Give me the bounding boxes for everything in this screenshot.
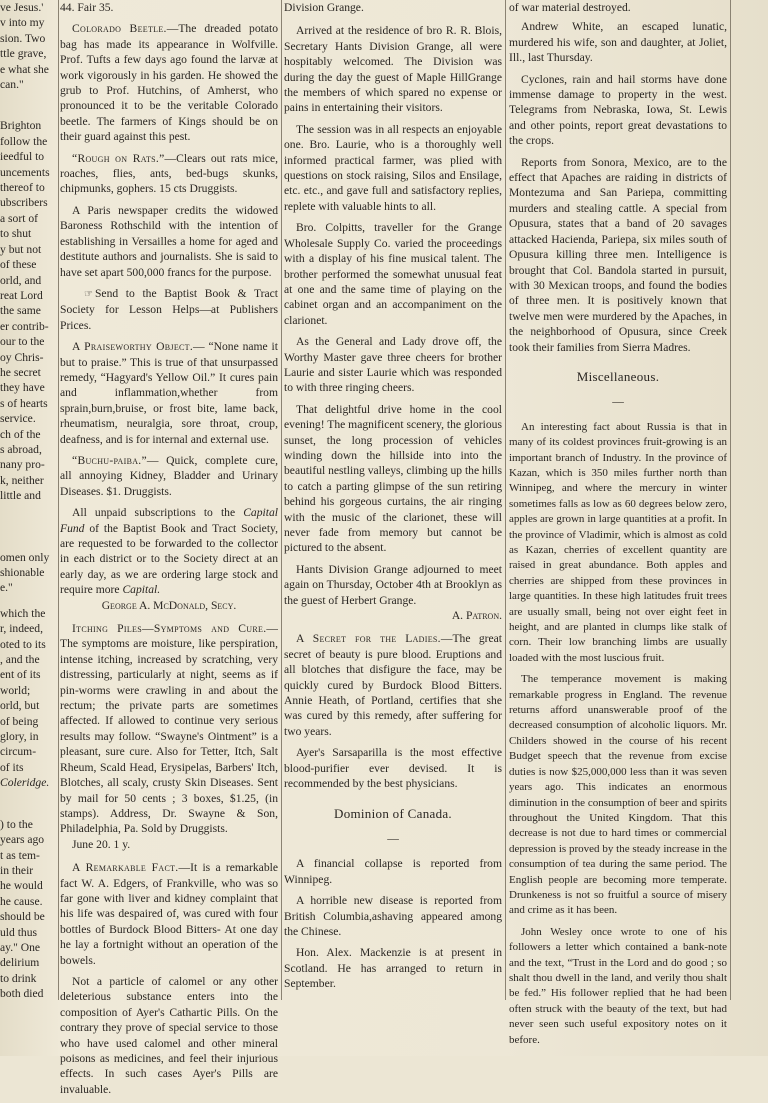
ad-body: — “None name it but to praise.” This is true of that unsurpassed remedy, “Hagyard's Yellow Oil.” It cures pain and inflammation,whether from sprain,burn,bruise, or frost bite, lame back, rheumatism, neuralgia, sore throat, croup, deafness, and is for internal and external use. bbox=[60, 340, 278, 446]
grange-paragraph: Bro. Colpitts, traveller for the Grange Wholesale Supply Co. varied the proceedings with a display of his fine musical talent. The brother performed the somewhat unusual feat at one and the same time of playing on the cabinet organ and an accompaniment on the clarionet. bbox=[284, 221, 502, 327]
notice-emphasis: Capital Fund bbox=[60, 506, 278, 535]
article-body: —It is a remarkable fact W. A. Edgers, of Frankville, who was so far gone with liver and kidney complaint that his life was despaired of, was cured with four bottles of Burdock Blood Bitters- At one day he lay a fortnight without an operation of the bowels. bbox=[60, 861, 278, 967]
fragment-line: orld, but bbox=[0, 699, 40, 713]
fragment-block-a bbox=[0, 0, 58, 92]
fragment-line: should be bbox=[0, 910, 45, 924]
news-item: Reports from Sonora, Mexico, are to the effect that Apaches are raiding in districts of Montezuma and San Pariepa, committing murders and stealing cattle. A special from Opusura, states that a band of 20 savages attacked Hacienda, Pariepa, six miles south of Opusura killing three men. Intelligence is brought that Col. Bandola started in pursuit, with 30 Mexican troops, and found the bodies of three men. It is positively known that twelve men were murdered by the Apaches, in the neighborhood of Opusura, since Creek took their families from Sierra Madres. bbox=[509, 155, 727, 354]
fragment-line: t as tem- bbox=[0, 848, 40, 862]
ad-body: —The great secret of beauty is pure blood. Eruptions and all blotches that disfigure the face, may be quickly cured by Burdock Blood Bitters. Annie Heath, of Portland, certifies that she was cured by this remedy, after suffering for two years. bbox=[284, 632, 502, 738]
fragment-line: which the bbox=[0, 606, 46, 620]
fragment-line: s of hearts bbox=[0, 396, 48, 410]
column-four bbox=[509, 0, 727, 1054]
fragment-line: ubscribers bbox=[0, 196, 48, 210]
fragment-line: ch of the bbox=[0, 427, 41, 441]
notice-signature: George A. McDonald, Secy. bbox=[101, 598, 237, 612]
fragment-line: orld, and bbox=[0, 273, 42, 287]
ad-title: “Buchu-paiba.” bbox=[72, 453, 147, 467]
section-dash: — bbox=[612, 395, 624, 409]
article-remarkable-fact bbox=[60, 860, 278, 968]
fragment-line: oy Chris- bbox=[0, 350, 44, 364]
section-heading-miscellaneous: Miscellaneous. bbox=[576, 368, 660, 384]
fragment-line: er contrib- bbox=[0, 319, 49, 333]
news-item: A financial collapse is reported from Winnipeg. bbox=[284, 857, 502, 886]
fragment-line: to shut bbox=[0, 227, 32, 241]
fragment-line: circum- bbox=[0, 745, 37, 759]
ad-ayers-pills: Not a particle of calomel or any other deleterious substance enters into the composition of Ayer's Cathartic Pills. On the contrary they prove of special service to those who have used calomel and other mineral poisons as medicines, and feel their injurious effects. In such cases Ayer's Pills are invaluable. bbox=[60, 974, 278, 1096]
fragment-line: years ago bbox=[0, 833, 45, 847]
fragment-line: uld thus bbox=[0, 925, 38, 939]
fragment-line: sion. Two bbox=[0, 31, 46, 45]
fragment-line: glory, in bbox=[0, 730, 39, 744]
pointing-hand-icon: ☞ bbox=[84, 288, 93, 300]
ad-title: “Rough on Rats.” bbox=[72, 151, 165, 165]
fragment-line: little and bbox=[0, 489, 41, 503]
news-item: A horrible new disease is reported from British Columbia,ashaving appeared among the Chinese. bbox=[284, 894, 502, 938]
ad-itching-piles bbox=[60, 621, 278, 837]
notice-text: All unpaid subscriptions to the bbox=[72, 506, 244, 520]
ad-title: A Secret for the Ladies. bbox=[296, 632, 441, 646]
fragment-line: of these bbox=[0, 258, 37, 272]
news-item: Cyclones, rain and hail storms have done immense damage to property in the west. Telegrams from Nebraska, Iowa, St. Lewis and other points, report great devastations to the crops. bbox=[509, 72, 727, 148]
article-title: Colorado Beetle. bbox=[72, 22, 167, 36]
fragment-line: thereof to bbox=[0, 181, 45, 195]
fragment-line: omen only bbox=[0, 550, 50, 564]
grange-paragraph: Hants Division Grange adjourned to meet again on Thursday, October 4th at Brooklyn as the guest of Herbert Grange. bbox=[284, 562, 502, 607]
news-item: Andrew White, an escaped lunatic, murdered his wife, son and daughter, at Joliet, Ill., last Thursday. bbox=[509, 20, 727, 65]
fragment-line: , and the bbox=[0, 653, 40, 667]
fragment-line: of being bbox=[0, 714, 39, 728]
fragment-line: the same bbox=[0, 304, 41, 318]
fragment-line: ay." One bbox=[0, 940, 41, 954]
column-top-fragment: 44. Fair 35. bbox=[60, 1, 114, 14]
fragment-line: v into my bbox=[0, 16, 45, 30]
fragment-line: y but not bbox=[0, 242, 42, 256]
fragment-line: he would bbox=[0, 879, 43, 893]
ad-title: A Praiseworthy Object. bbox=[72, 340, 194, 354]
article-body: —The dreaded potato bag has made its appearance in Wolfville. Prof. Tufts a few days ago found the larvæ at work vigorously in his garden. He showed the grub to Prof. Hutchins, of Amherst, who pronounced it to be the veritable Colorado beetle. The farmers of Kings should be on their guard against this pest. bbox=[60, 22, 278, 144]
notice-body: Send to the Baptist Book & Tract Society for Lesson Helps—at Publishers Prices. bbox=[60, 286, 278, 332]
fragment-block-d bbox=[0, 817, 58, 1002]
ad-secret-for-ladies bbox=[284, 631, 502, 739]
fragment-line: ttle grave, bbox=[0, 47, 47, 61]
fragment-line: reat Lord bbox=[0, 288, 43, 302]
fragment-line: s abroad, bbox=[0, 442, 42, 456]
ad-body: — Quick, complete cure, all annoying Kidney, Bladder and Urinary Diseases. $1. Druggists. bbox=[60, 453, 278, 498]
fragment-line: k, neither bbox=[0, 473, 44, 487]
fragment-line: he secret bbox=[0, 365, 41, 379]
grange-paragraph: As the General and Lady drove off, the Worthy Master gave three cheers for brother Laurie and sister Laurie which was responded to with three ringing cheers. bbox=[284, 335, 502, 395]
news-item: Hon. Alex. Mackenzie is at present in Scotland. He has arranged to return in September. bbox=[284, 946, 502, 991]
fragment-line: a sort of bbox=[0, 211, 38, 225]
grange-paragraph: The session was in all respects an enjoyable one. Bro. Laurie, who is a thoroughly well informed practical farmer, was plied with questions on stock raising, Silos and Ensilage, etc. etc., and gave full and satisfactory replies, replete with valuable hints to all. bbox=[284, 122, 502, 213]
fragment-line: they have bbox=[0, 381, 45, 395]
fragment-line: follow the bbox=[0, 134, 48, 148]
grange-paragraph: Arrived at the residence of bro R. R. Blois, Secretary Hants Division Grange, all were hospitably welcomed. The Division was during the day the guest of Maple HillGrange the members of which spared no expense or pains in entertaining their visitors. bbox=[284, 24, 502, 115]
misc-item: John Wesley once wrote to one of his followers a letter which contained a bank-note and the text, “Trust in the Lord and do good ; so shalt thou dwell in the land, and verily thou shalt be fed.” His follower replied that he had been often struck with the beauty of the text, but had never seen such useful expository notes on it before. bbox=[509, 925, 727, 1046]
misc-item: An interesting fact about Russia is that in many of its coldest provinces fruit-growing is an important branch of Industry. In the province of Kazan, which is 350 miles further north than Winnipeg, and where the mercury in winter sometimes falls as low as 60 degrees below zero, apples are grown in large quantities at a profit. In the province of Vladimir, which is almost as cold as Kazan, cherries of excellent quantity are raised in great abundance. Both apples and cherries are shipped from these provinces in large quantities. In these high latitudes fruit trees are usually small, being not over eight feet in height, and are planted in clumps like stalk of corn. Their low branching limbs are usually loaded with the most luscious fruit. bbox=[509, 420, 727, 664]
ad-ayers-sarsaparilla: Ayer's Sarsaparilla is the most effective blood-purifier ever devised. It is recommended by the best physicians. bbox=[284, 746, 502, 791]
article-signature: A. Patron. bbox=[451, 609, 502, 623]
fragment-block-b bbox=[0, 118, 58, 503]
ad-praiseworthy-object bbox=[60, 339, 278, 447]
fragment-line: both died bbox=[0, 987, 44, 1001]
column-top-fragment: of war material destroyed. bbox=[509, 1, 631, 14]
article-paris: A Paris newspaper credits the widowed Baroness Rothschild with the intention of establishing in Versailles a home for aged and destitute authors and journalists. She is said to have set apart 500,000 francs for the purpose. bbox=[60, 203, 278, 279]
fragment-line: service. bbox=[0, 412, 36, 426]
fragment-line: e." bbox=[0, 581, 13, 595]
ad-date-line: June 20. 1 y. bbox=[72, 837, 131, 851]
notice-baptist-book bbox=[60, 286, 278, 333]
fragment-line: in their bbox=[0, 863, 34, 877]
article-colorado-beetle bbox=[60, 21, 278, 144]
fragment-line: to drink bbox=[0, 971, 37, 985]
fragment-line: shionable bbox=[0, 566, 45, 579]
fragment-line: our to the bbox=[0, 335, 45, 349]
fragment-line: e what she bbox=[0, 62, 49, 76]
notice-text: of the Baptist Book and Tract Society, are requested to be forwarded to the collector in each district or to the Society direct at an early day, as we are ordering large stock and require more bbox=[60, 521, 278, 597]
fragment-line: world; bbox=[0, 683, 31, 697]
fragment-block-c bbox=[0, 550, 58, 791]
fragment-line: Brighton bbox=[0, 119, 42, 133]
ad-title: Itching Piles—Symptoms and Cure. bbox=[72, 622, 267, 636]
ad-body: —Clears out rats mice, roaches, flies, ants, bed-bugs skunks, chipmunks, gophers. 15 cts Druggists. bbox=[60, 151, 278, 196]
column-rule bbox=[505, 0, 506, 1000]
ad-rough-on-rats bbox=[60, 151, 278, 197]
fragment-line: can." bbox=[0, 78, 24, 92]
fragment-line: ve Jesus.' bbox=[0, 1, 44, 14]
column-rule bbox=[58, 0, 59, 1000]
fragment-line: r, indeed, bbox=[0, 622, 43, 636]
column-rule bbox=[730, 0, 731, 1000]
notice-capital-fund bbox=[60, 505, 278, 597]
column-top-fragment: Division Grange. bbox=[284, 1, 364, 14]
fragment-line: uncements bbox=[0, 165, 50, 179]
fragment-line: nany pro- bbox=[0, 458, 45, 472]
article-title: A Remarkable Fact. bbox=[72, 861, 179, 875]
ad-body: —The symptoms are moisture, like perspiration, intense itching, increased by scratching, very distressing, particularly at night, seems as if pin-worms were crawling in and about the rectum; the private parts are sometimes affected. If allowed to continue very serious results may follow. “Swayne's Ointment” is a pleasant, sure cure. Also for Tetter, Itch, Salt Rheum, Scald Head, Erysipelas, Barbers' Itch, Blotches, all scaly, crusty Skin Diseases. Sent by mail for 50 cents ; 3 boxes, $1.25, (in stamps). Address, Dr. Swayne & Son, Philadelphia, Pa. Sold by Druggists. bbox=[60, 622, 278, 836]
misc-item: The temperance movement is making remarkable progress in England. The revenue returns afford unanswerable proof of the decreased consumption of alcoholic liquors. Mr. Childers showed in the course of his recent Budget speech that the revenue from excise duties is now $25,000,000 less than it was seven years ago. This indicates an enormous diminution in the consumption of beer and spirits throughout the United Kingdom. That this decrease is not due to hard times or commercial depression is proved by the steady increase in the consumption of tea during the same period. The English people are becoming more temperate. Drunkeness is not so fruitful a source of misery and crime as it has been. bbox=[509, 673, 727, 917]
column-rule bbox=[281, 0, 282, 1000]
notice-emphasis: Capital. bbox=[122, 583, 161, 597]
ad-buchu-paiba bbox=[60, 453, 278, 499]
fragment-line: oted to its bbox=[0, 637, 46, 651]
fragment-line: ieedful to bbox=[0, 150, 45, 164]
fragment-line: Coleridge. bbox=[0, 776, 50, 790]
column-three bbox=[284, 0, 502, 998]
fragment-line: delirium bbox=[0, 956, 40, 970]
fragment-line: he cause. bbox=[0, 894, 43, 908]
column-two bbox=[60, 0, 278, 1103]
fragment-line: ) to the bbox=[0, 817, 33, 831]
fragment-line: of its bbox=[0, 760, 24, 774]
section-heading-dominion: Dominion of Canada. bbox=[334, 805, 452, 821]
fragment-line: ent of its bbox=[0, 668, 41, 682]
column-left-fragment bbox=[0, 0, 58, 1002]
grange-paragraph: That delightful drive home in the cool evening! The magnificent scenery, the glorious sunset, the long procession of vehicles winding down the hillside into into the beautiful nestling valleys, climbing up the hills to catch a parting glimpse of the sun retiring behind his gorgeous curtains, the air ringing with the music of the clarionet, these will never fade from memory but cannot be pictured to the absent. bbox=[284, 402, 502, 555]
section-dash: — bbox=[387, 831, 399, 845]
